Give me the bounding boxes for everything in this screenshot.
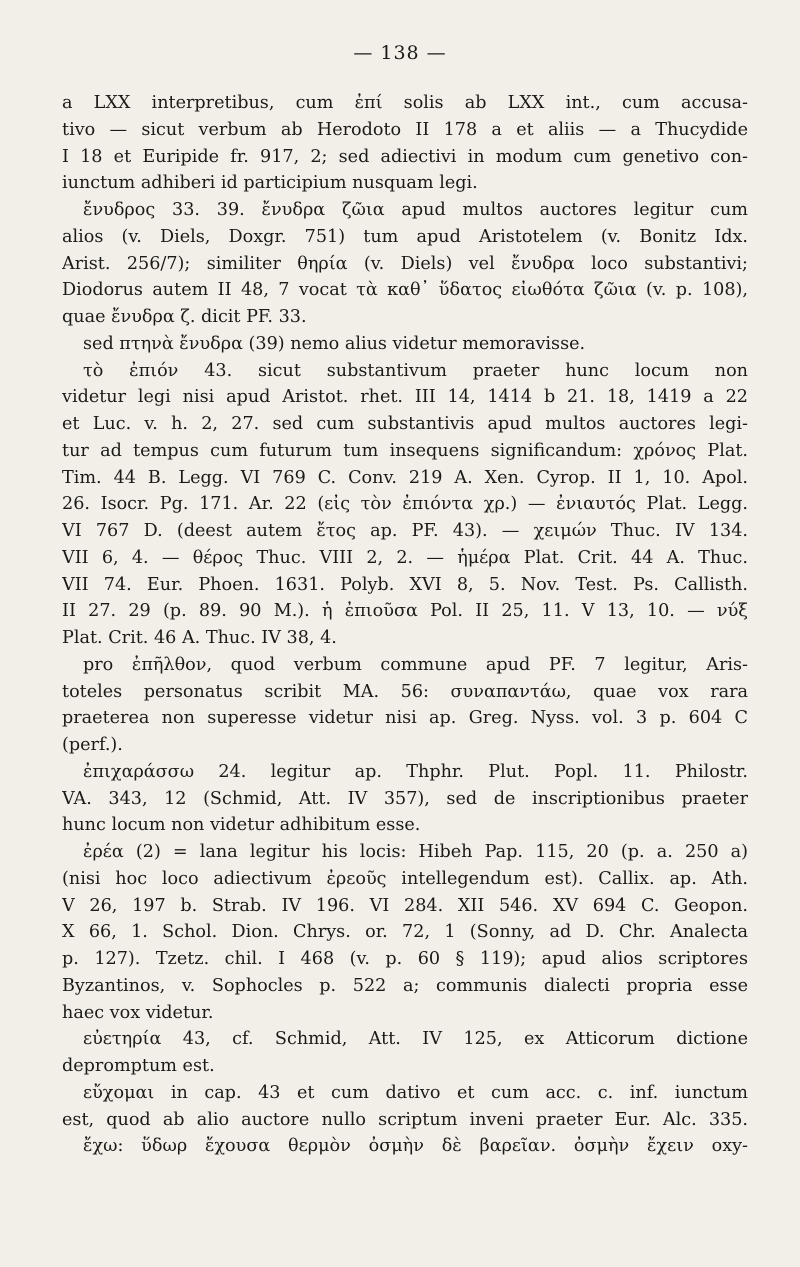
page-number: — 138 —: [353, 42, 447, 64]
text-line: VA. 343, 12 (Schmid, Att. IV 357), sed de inscriptionibus praeter: [62, 788, 748, 809]
text-line: p. 127). Tzetz. chil. I 468 (v. p. 60 § 119); apud alios scriptores: [62, 949, 748, 969]
entry-line: ἔχω: ὕδωρ ἔχουσα θερμὸν ὀσμὴν δὲ βαρεῖαν. ὀσμὴν ἔχειν oxy-: [83, 1136, 748, 1157]
text-line: I 18 et Euripide fr. 917, 2; sed adiectivi in modum cum genetivo con-: [62, 146, 748, 167]
text-line: (nisi hoc loco adiectivum ἐρεοῦς intellegendum est). Callix. ap. Ath.: [62, 868, 748, 889]
text-line: V 26, 197 b. Strab. IV 196. VI 284. XII 546. XV 694 C. Geopon.: [62, 895, 748, 916]
text-line: Byzantinos, v. Sophocles p. 522 a; communis dialecti propria esse: [62, 975, 748, 996]
text-line: est, quod ab alio auctore nullo scriptum inveni praeter Eur. Alc. 335.: [62, 1109, 748, 1130]
entry-line: ἔνυδρος 33. 39. ἔνυδρα ζῶια apud multos auctores legitur cum: [83, 200, 748, 220]
text-line: toteles personatus scribit MA. 56: συναπαντάω, quae vox rara: [62, 681, 748, 702]
text-line: X 66, 1. Schol. Dion. Chrys. or. 72, 1 (Sonny, ad D. Chr. Analecta: [62, 922, 748, 943]
text-line: hunc locum non videtur adhibitum esse.: [62, 815, 421, 836]
text-line: Arist. 256/7); similiter θηρία (v. Diels) vel ἔνυδρα loco substantivi;: [62, 253, 748, 274]
entry-line: pro ἐπῆλθον, quod verbum commune apud PF. 7 legitur, Aris-: [83, 654, 748, 675]
text-line: Tim. 44 B. Legg. VI 769 C. Conv. 219 A. Xen. Cyrop. II 1, 10. Apol.: [62, 467, 748, 488]
page-body: [62, 90, 748, 1160]
text-line: II 27. 29 (p. 89. 90 M.). ἡ ἐπιοῦσα Pol. II 25, 11. V 13, 10. — νύξ: [62, 601, 748, 622]
text-line: 26. Isocr. Pg. 171. Ar. 22 (εἰς τὸν ἐπιόντα χρ.) — ἐνιαυτός Plat. Legg.: [62, 494, 748, 515]
text-line: praeterea non superesse videtur nisi ap. Greg. Nyss. vol. 3 p. 604 C: [62, 708, 748, 729]
text-line: VI 767 D. (deest autem ἔτος ap. PF. 43). — χειμών Thuc. IV 134.: [62, 521, 748, 541]
entry-line: ἐπιχαράσσω 24. legitur ap. Thphr. Plut. Popl. 11. Philostr.: [83, 761, 748, 782]
text-line: videtur legi nisi apud Aristot. rhet. III 14, 1414 b 21. 18, 1419 a 22: [62, 387, 748, 408]
text-line: alios (v. Diels, Doxgr. 751) tum apud Aristotelem (v. Bonitz Idx.: [62, 226, 748, 247]
text-line: haec vox videtur.: [62, 1002, 214, 1023]
text-line: tur ad tempus cum futurum tum insequens significandum: χρόνος Plat.: [62, 440, 748, 461]
text-line: (perf.).: [62, 735, 123, 755]
text-line: a LXX interpretibus, cum ἐπί solis ab LXX int., cum accusa-: [62, 93, 748, 113]
text-line: et Luc. v. h. 2, 27. sed cum substantivis apud multos auctores legi-: [62, 414, 748, 434]
text-line: quae ἔνυδρα ζ. dicit PF. 33.: [62, 307, 307, 327]
text-line: VII 6, 4. — θέρος Thuc. VIII 2, 2. — ἡμέρα Plat. Crit. 44 A. Thuc.: [62, 547, 748, 568]
entry-line: τὸ ἐπιόν 43. sicut substantivum praeter hunc locum non: [83, 360, 748, 381]
entry-line: ἐρέα (2) = lana legitur his locis: Hibeh Pap. 115, 20 (p. a. 250 a): [83, 842, 748, 862]
text-line: depromptum est.: [62, 1056, 215, 1076]
text-line: sed πτηνὰ ἔνυδρα (39) nemo alius videtur memoravisse.: [83, 333, 586, 354]
text-line: tivo — sicut verbum ab Herodoto II 178 a et aliis — a Thucydide: [62, 119, 748, 140]
text-line: Plat. Crit. 46 A. Thuc. IV 38, 4.: [62, 628, 337, 648]
text-line: VII 74. Eur. Phoen. 1631. Polyb. XVI 8, 5. Nov. Test. Ps. Callisth.: [62, 574, 748, 595]
entry-line: εὔχομαι in cap. 43 et cum dativo et cum acc. c. inf. iunctum: [83, 1082, 748, 1103]
text-line: Diodorus autem II 48, 7 vocat τὰ καθ᾽ ὕδατος εἰωθότα ζῶια (v. p. 108),: [62, 280, 748, 301]
entry-line: εὐετηρία 43, cf. Schmid, Att. IV 125, ex Atticorum dictione: [83, 1029, 748, 1050]
text-line: iunctum adhiberi id participium nusquam legi.: [62, 173, 478, 194]
